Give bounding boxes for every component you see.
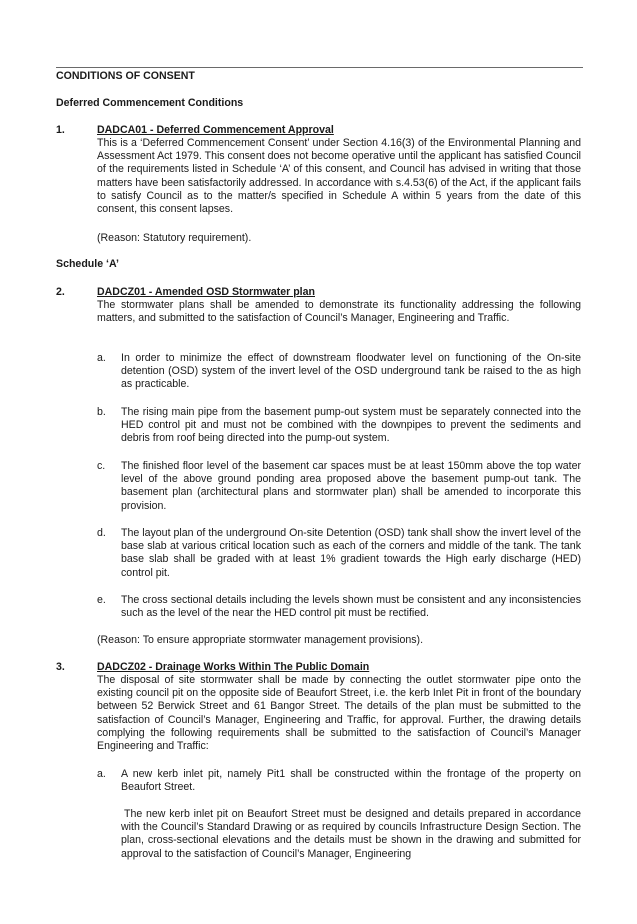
list-item-letter: d. — [97, 527, 106, 539]
condition-intro: The disposal of site stormwater shall be made by connecting the outlet stormwater pipe onto the existing council pit on the opposite side of Beaufort Street, i.e. the kerb Inlet Pit in front of the boundary between 52 Berwick Street and 61 Bangor Street. The details of the plan must be submitted to the satisfaction of Council’s Manager, Engineering and Traffic, for approval. Further, the drawing details complying the following requirements shall be submitted to the satisfaction of Council’s Manager Engineering and Traffic: — [97, 674, 581, 753]
list-item-text: The cross sectional details including the levels shown must be consistent and any inconsistencies such as the level of the near the HED control pit must be rectified. — [121, 594, 581, 620]
list-item-letter: a. — [97, 768, 106, 780]
condition-reason: (Reason: Statutory requirement). — [97, 232, 252, 244]
list-item-text: The rising main pipe from the basement pump-out system must be separately connected into the HED control pit and must not be combined with the downpipes to prevent the sediments and debris from roof being directed into the pump-out system. — [121, 406, 581, 445]
page-heading: CONDITIONS OF CONSENT — [56, 70, 195, 82]
list-item-letter: b. — [97, 406, 106, 418]
condition-title: DADCZ01 - Amended OSD Stormwater plan — [97, 286, 315, 298]
condition-body: This is a ‘Deferred Commencement Consent’ under Section 4.16(3) of the Environmental Planning and Assessment Act 1979. This consent does not become operative until the applicant has satisfied Council of the requirements listed in Schedule ‘A’ of this consent, and Council has advised in writing that those matters have been satisfactorily addressed. In accordance with s.4.53(6) of the Act, if the applicant fails to satisfy Council as to the matter/s specified in Schedule A within 5 years from the date of this consent, this consent lapses. — [97, 137, 581, 216]
condition-title: DADCZ02 - Drainage Works Within The Public Domain — [97, 661, 370, 673]
condition-title: DADCA01 - Deferred Commencement Approval — [97, 124, 334, 136]
schedule-heading: Schedule ‘A’ — [56, 258, 119, 270]
list-item-letter: e. — [97, 594, 106, 606]
list-item-text: In order to minimize the effect of downstream floodwater level on functioning of the On-site detention (OSD) system of the invert level of the OSD underground tank be raised to the as high as practicable. — [121, 352, 581, 391]
condition-number: 2. — [56, 286, 65, 298]
header-rule — [56, 67, 583, 68]
condition-number: 3. — [56, 661, 65, 673]
condition-intro: The stormwater plans shall be amended to demonstrate its functionality addressing the following matters, and submitted to the satisfaction of Council’s Manager, Engineering and Traffic. — [97, 299, 581, 325]
section-subheading: Deferred Commencement Conditions — [56, 97, 244, 109]
list-item-letter: c. — [97, 460, 106, 472]
list-item-text: A new kerb inlet pit, namely Pit1 shall be constructed within the frontage of the property on Beaufort Street. — [121, 768, 581, 794]
list-item-letter: a. — [97, 352, 106, 364]
condition-number: 1. — [56, 124, 65, 136]
list-item-continuation: The new kerb inlet pit on Beaufort Street must be designed and details prepared in accordance with the Council’s Standard Drawing or as required by councils Infrastructure Design Section. The plan, cross-sectional elevations and the details must be shown in the drawing and submitted for approval to the satisfaction of Council’s Manager, Engineering — [121, 808, 581, 860]
condition-reason: (Reason: To ensure appropriate stormwater management provisions). — [97, 634, 424, 646]
list-item-text: The finished floor level of the basement car spaces must be at least 150mm above the top water level of the above ground ponding area proposed above the basement pump-out tank. The basement plan (architectural plans and stormwater plan) shall be amended to incorporate this provision. — [121, 460, 581, 512]
list-item-text: The layout plan of the underground On-site Detention (OSD) tank shall show the invert level of the base slab at various critical location such as each of the corners and middle of the tank. The tank base slab shall be graded with at least 1% gradient towards the High early discharge (HED) control pit. — [121, 527, 581, 579]
